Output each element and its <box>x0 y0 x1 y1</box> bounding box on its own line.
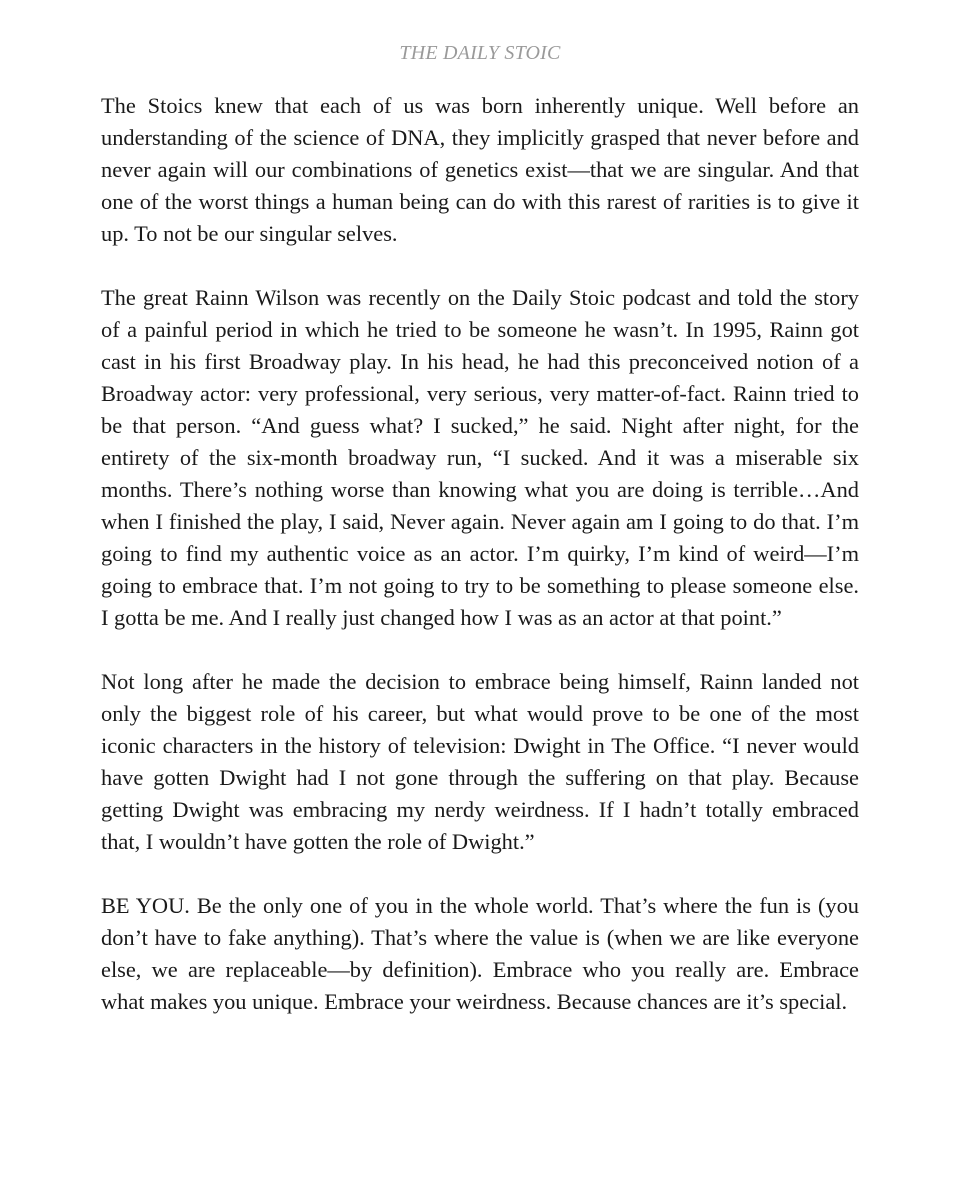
paragraph-2: The great Rainn Wilson was recently on the Daily Stoic podcast and told the story of a painful period in which he tried to be someone he wasn’t. In 1995, Rainn got cast in his first Broadway play. In his head, he had this preconceived notion of a Broadway actor: very professional, very serious, very matter-of-fact. Rainn tried to be that person. “And guess what? I sucked,” he said. Night after night, for the entirety of the six-month broadway run, “I sucked. And it was a miserable six months. There’s nothing worse than knowing what you are doing is terrible…And when I finished the play, I said, Never again. Never again am I going to do that. I’m going to find my authentic voice as an actor. I’m quirky, I’m kind of weird—I’m going to embrace that. I’m not going to try to be something to please someone else. I gotta be me. And I really just changed how I was as an actor at that point.” <box>101 285 859 630</box>
paragraph-4: BE YOU. Be the only one of you in the whole world. That’s where the fun is (you don’t have to fake anything). That’s where the value is (when we are like everyone else, we are replaceable—by definition). Embrace who you really are. Embrace what makes you unique. Embrace your weirdness. Because chances are it’s special. <box>101 893 859 1014</box>
paragraph-3: Not long after he made the decision to embrace being himself, Rainn landed not only the biggest role of his career, but what would prove to be one of the most iconic characters in the history of television: Dwight in The Office. “I never would have gotten Dwight had I not gone through the suffering on that play. Because getting Dwight was embracing my nerdy weirdness. If I hadn’t totally embraced that, I wouldn’t have gotten the role of Dwight.” <box>101 669 859 854</box>
running-header-title: THE DAILY STOIC <box>399 42 561 64</box>
article-body <box>101 90 859 1018</box>
paragraph-1: The Stoics knew that each of us was born inherently unique. Well before an understanding of the science of DNA, they implicitly grasped that never before and never again will our combinations of genetics exist—that we are singular. And that one of the worst things a human being can do with this rarest of rarities is to give it up. To not be our singular selves. <box>101 93 859 246</box>
